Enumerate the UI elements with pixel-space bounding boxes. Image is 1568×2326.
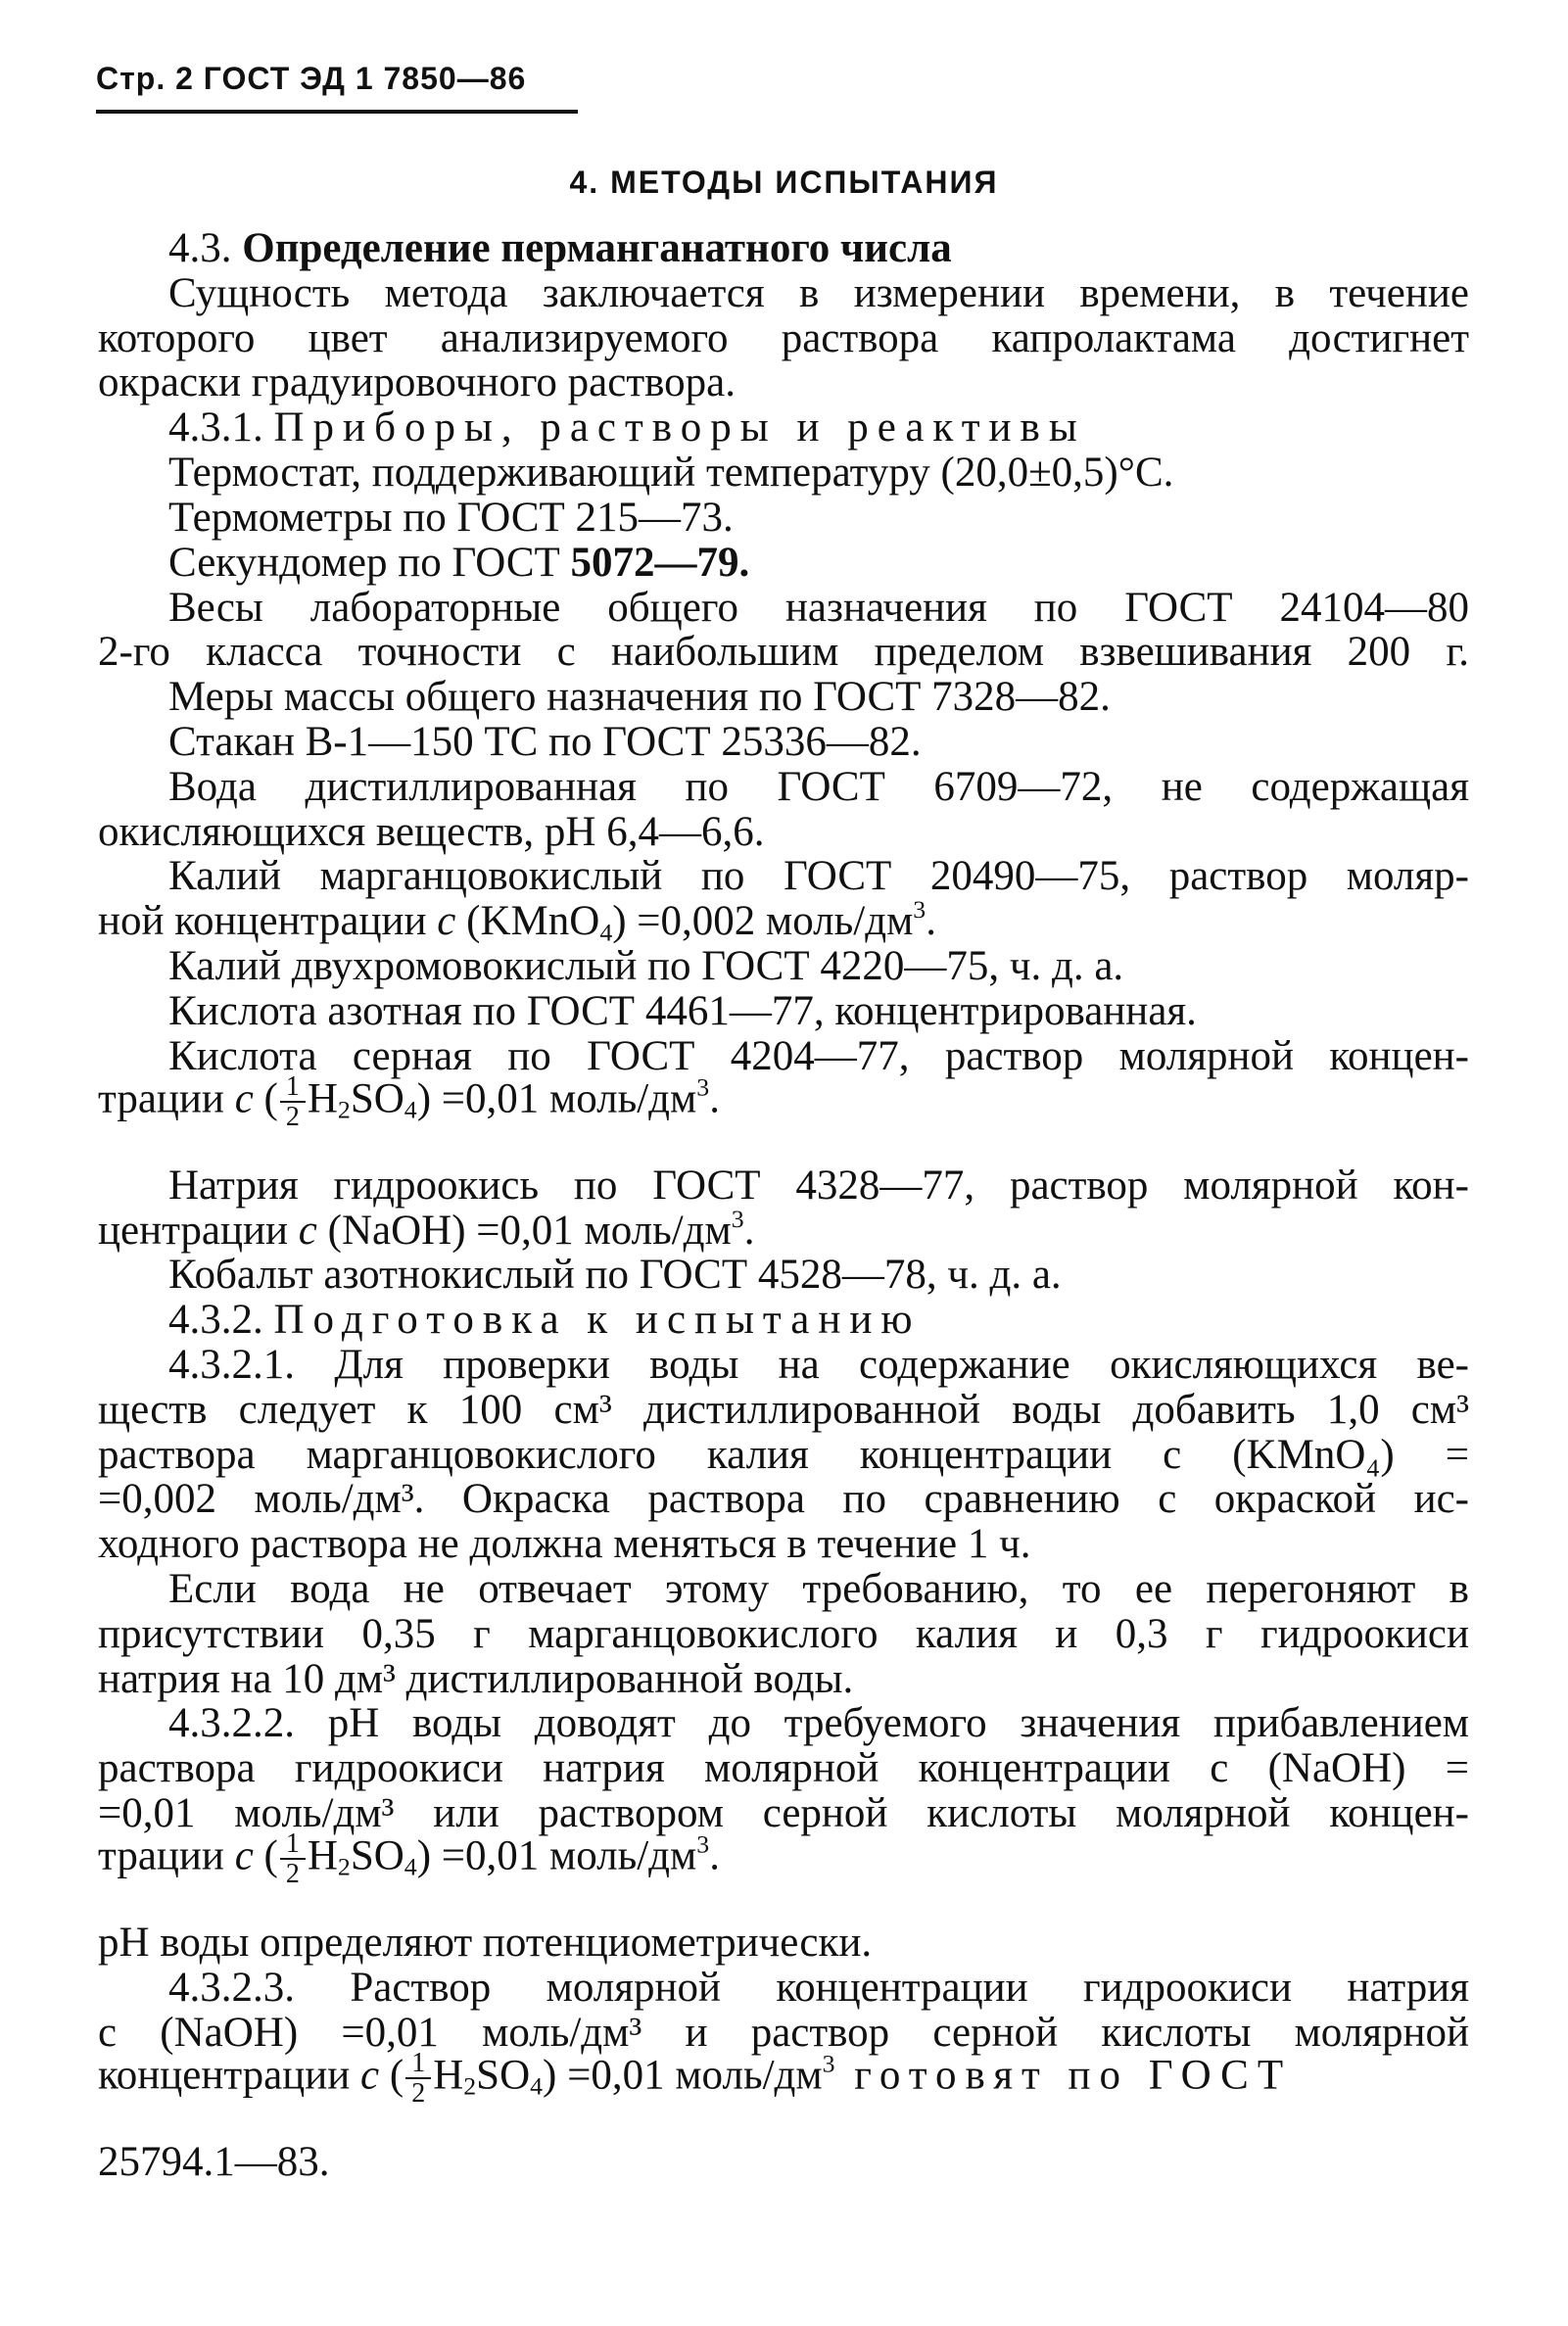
text-run: концентрации — [98, 2052, 361, 2099]
text-run: H — [307, 1075, 338, 1122]
text-run: центрации — [98, 1208, 299, 1254]
text-run: ( — [379, 2052, 404, 2099]
text-run: готовят по ГОСТ — [834, 2052, 1293, 2099]
paragraph-line: Кислота серная по ГОСТ 4204—77, раствор молярной концен- — [168, 1033, 1469, 1079]
formula-line — [98, 2049, 1292, 2109]
symbol-c: с — [234, 1832, 254, 1879]
paragraph-line — [98, 895, 936, 947]
text-run: . — [926, 898, 936, 944]
paragraph-line: =0,002 моль/дм³. Окраска раствора по сравнению с окраской ис- — [98, 1476, 1469, 1522]
text-run: ) =0,01 моль/дм — [543, 2052, 823, 2099]
standard-number: 5072—79. — [570, 540, 750, 586]
paragraph-line: 2-го класса точности с наибольшим пределом взвешивания 200 г. — [98, 629, 1469, 675]
fraction-numerator: 1 — [280, 1072, 306, 1103]
paragraph-line: Термометры по ГОСТ 215—73. — [168, 495, 734, 541]
text-run: H — [307, 1832, 338, 1879]
subscript: 4 — [530, 2071, 544, 2101]
paragraph-line: раствора марганцовокислого калия концентрации с (KMnO₄) = — [98, 1432, 1469, 1478]
paragraph-line: Вода дистиллированная по ГОСТ 6709—72, не содержащая — [168, 764, 1469, 810]
paragraph-line: Стакан В-1—150 ТС по ГОСТ 25336—82. — [168, 719, 922, 765]
text-run: (KMnO — [455, 898, 600, 944]
superscript: 3 — [822, 2049, 835, 2078]
fraction-numerator: 1 — [280, 1829, 306, 1860]
paragraph-line: присутствии 0,35 г марганцовокислого калия и 0,3 г гидроокиси — [98, 1611, 1469, 1657]
subsection-heading-4-3 — [168, 227, 952, 269]
paragraph-line: 4.3.2.1. Для проверки воды на содержание окисляющихся ве- — [168, 1342, 1469, 1388]
superscript: 3 — [696, 1829, 710, 1859]
formula-line — [98, 1072, 720, 1132]
paragraph-line: Сущность метода заключается в измерении времени, в течение — [168, 270, 1469, 316]
paragraph-line: с (NaOH) =0,01 моль/дм³ и раствор серной кислоты молярной — [98, 2010, 1469, 2056]
paragraph-line: ходного раствора не должна меняться в течение 1 ч. — [98, 1521, 1031, 1567]
subsection-heading-4-3-2 — [168, 1299, 922, 1341]
text-run: ( — [253, 1832, 278, 1879]
paragraph-line: раствора гидроокиси натрия молярной концентрации с (NaOH) = — [98, 1745, 1469, 1791]
fraction-one-half — [280, 1829, 306, 1889]
symbol-c: с — [360, 2052, 380, 2099]
paragraph-line — [98, 1205, 755, 1254]
subscript: 4 — [599, 918, 613, 947]
text-run: SO — [476, 2052, 531, 2099]
formula-line — [98, 1829, 720, 1889]
text-run: H — [433, 2052, 464, 2099]
fraction-denominator: 2 — [411, 2078, 426, 2110]
fraction-one-half — [280, 1072, 306, 1132]
subscript: 2 — [337, 1095, 351, 1124]
subscript: 2 — [337, 1852, 351, 1881]
paragraph-line: Калий двухромовокислый по ГОСТ 4220—75, ч. д. а. — [168, 943, 1124, 989]
paragraph-line: Кислота азотная по ГОСТ 4461—77, концентрированная. — [168, 988, 1197, 1034]
paragraph-line: натрия на 10 дм³ дистиллированной воды. — [98, 1656, 854, 1702]
paragraph-line: Кобальт азотнокислый по ГОСТ 4528—78, ч. д. а. — [168, 1252, 1062, 1298]
text-run: трации — [98, 1832, 235, 1879]
page-header: Стр. 2 ГОСТ ЭД 1 7850—86 — [96, 61, 527, 96]
text-run: Секундомер по ГОСТ — [168, 540, 571, 586]
subsection-number: 4.3.2. — [168, 1297, 263, 1343]
paragraph-line: Весы лабораторные общего назначения по ГОСТ 24104—80 — [168, 585, 1469, 631]
text-run: (NaOH) =0,01 моль/дм — [316, 1208, 732, 1254]
subsection-title: Приборы, растворы и реактивы — [273, 404, 1086, 451]
subscript: 4 — [404, 1095, 417, 1124]
paragraph-line: Калий марганцовокислый по ГОСТ 20490—75, раствор моляр- — [168, 853, 1469, 899]
text-run: . — [709, 1832, 720, 1879]
header-rule — [96, 110, 578, 114]
superscript: 3 — [913, 895, 927, 925]
text-run: ной концентрации — [98, 898, 438, 944]
subsection-number: 4.3.1. — [168, 404, 263, 451]
paragraph-line: Если вода не отвечает этому требованию, то ее перегоняют в — [168, 1566, 1469, 1612]
text-run: трации — [98, 1075, 235, 1122]
text-run: ) =0,01 моль/дм — [416, 1075, 697, 1122]
paragraph-line: которого цвет анализируемого раствора капролактама достигнет — [98, 315, 1469, 361]
subsection-title: Подготовка к испытанию — [273, 1297, 922, 1343]
subsection-number: 4.3. — [168, 225, 232, 271]
superscript: 3 — [731, 1205, 744, 1234]
paragraph-line: Меры массы общего назначения по ГОСТ 7328—82. — [168, 674, 1111, 720]
text-run: . — [709, 1075, 720, 1122]
text-run: ( — [253, 1075, 278, 1122]
fraction-denominator: 2 — [285, 1859, 300, 1890]
text-run: ) =0,01 моль/дм — [416, 1832, 697, 1879]
paragraph-line: 25794.1—83. — [98, 2139, 330, 2185]
paragraph-line: 4.3.2.3. Раствор молярной концентрации гидроокиси натрия — [168, 1965, 1469, 2011]
subscript: 4 — [404, 1852, 417, 1881]
paragraph-line: pH воды определяют потенциометрически. — [98, 1920, 873, 1966]
fraction-denominator: 2 — [285, 1102, 300, 1133]
text-run: . — [743, 1208, 755, 1254]
paragraph-line: 4.3.2.2. pH воды доводят до требуемого значения прибавлением — [168, 1700, 1469, 1746]
section-title: 4. МЕТОДЫ ИСПЫТАНИЯ — [569, 165, 999, 200]
subsection-title: Определение перманганатного числа — [242, 225, 952, 271]
symbol-c: с — [437, 898, 456, 944]
symbol-c: с — [234, 1075, 254, 1122]
text-run: ) =0,002 моль/дм — [612, 898, 914, 944]
paragraph-line: Натрия гидроокись по ГОСТ 4328—77, раствор молярной кон- — [168, 1163, 1469, 1209]
paragraph-line: Термостат, поддерживающий температуру (20,0±0,5)°С. — [168, 450, 1174, 496]
paragraph-line: окраски градуировочного раствора. — [98, 359, 736, 405]
fraction-numerator: 1 — [405, 2049, 431, 2079]
paragraph-line: =0,01 моль/дм³ или раствором серной кислоты молярной концен- — [98, 1790, 1469, 1836]
superscript: 3 — [696, 1072, 710, 1102]
paragraph-line — [168, 542, 749, 584]
subscript: 2 — [463, 2071, 477, 2101]
subsection-heading-4-3-1 — [168, 406, 1086, 449]
fraction-one-half — [405, 2049, 431, 2109]
symbol-c: с — [298, 1208, 317, 1254]
paragraph-line: ществ следует к 100 см³ дистиллированной воды добавить 1,0 см³ — [98, 1387, 1469, 1433]
text-run: SO — [350, 1075, 404, 1122]
text-run: SO — [350, 1832, 404, 1879]
paragraph-line: окисляющихся веществ, pH 6,4—6,6. — [98, 809, 765, 855]
